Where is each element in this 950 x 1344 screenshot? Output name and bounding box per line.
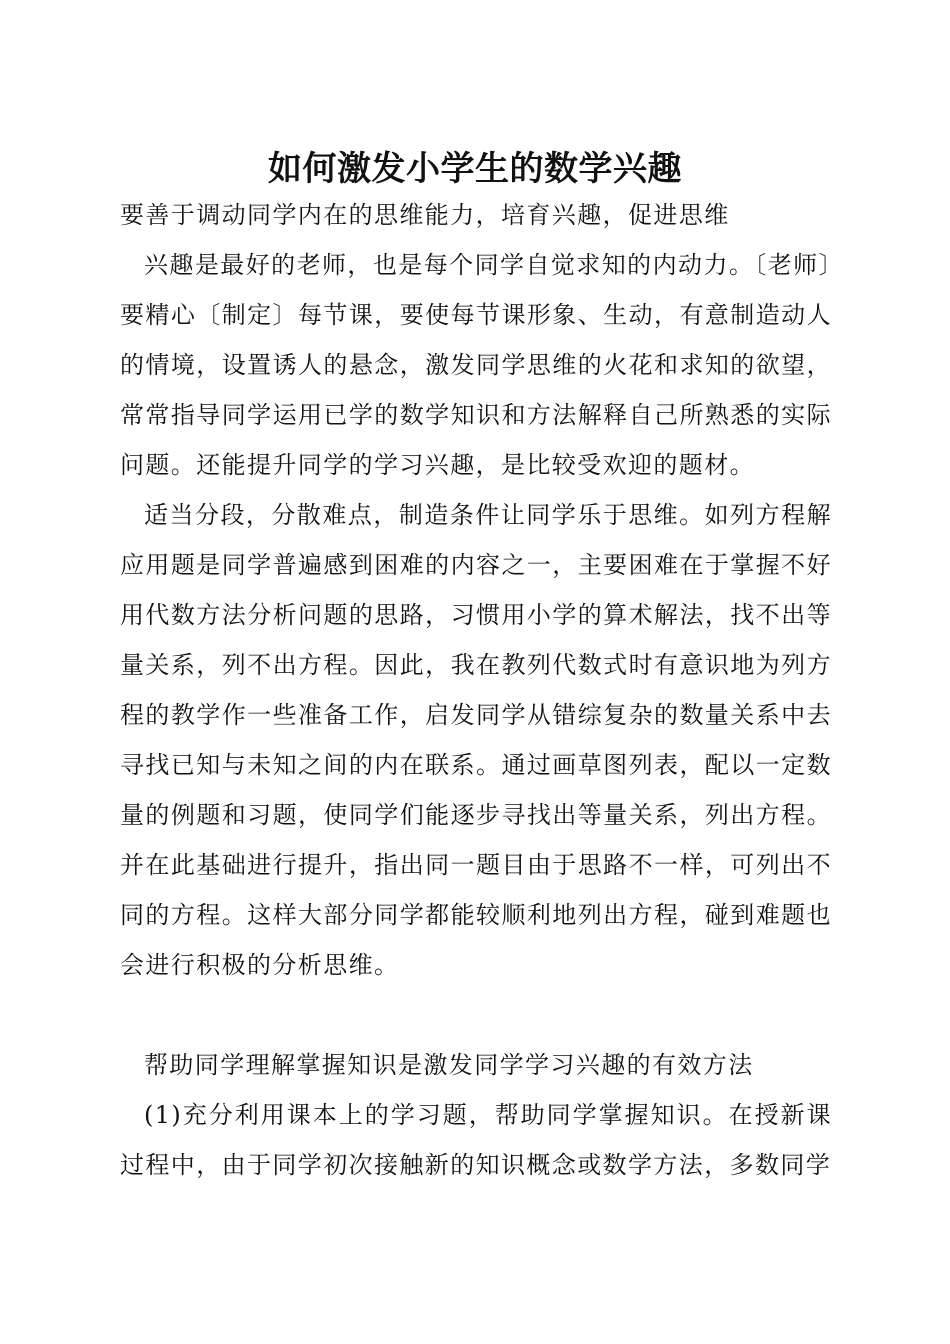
section-heading: 帮助同学理解掌握知识是激发同学学习兴趣的有效方法: [144, 1051, 754, 1079]
paragraph: (1)充分利用课本上的学习题，帮助同学掌握知识。在授新课过程中，由于同学初次接触新的知识概念或数学方法，多数同学: [120, 1101, 832, 1179]
paragraph: 适当分段，分散难点，制造条件让同学乐于思维。如列方程解应用题是同学普遍感到困难的内容之一，主要困难在于掌握不好用代数方法分析问题的思路，习惯用小学的算术解法，找不出等量关系，列不出方程。因此，我在教列代数式时有意识地为列方程的教学作一些准备工作，启发同学从错综复杂的数量关系中去寻找已知与未知之间的内在联系。通过画草图列表，配以一定数量的例题和习题，使同学们能逐步寻找出等量关系，列出方程。并在此基础进行提升，指出同一题目由于思路不一样，可列出不同的方程。这样大部分同学都能较顺利地列出方程，碰到难题也会进行积极的分析思维。: [120, 501, 832, 979]
section-heading: 要善于调动同学内在的思维能力，培育兴趣，促进思维: [120, 201, 730, 229]
document-title: 如何激发小学生的数学兴趣: [268, 149, 682, 189]
paragraph: 兴趣是最好的老师，也是每个同学自觉求知的内动力。〔老师〕要精心〔制定〕每节课，要使每节课形象、生动，有意制造动人的情境，设置诱人的悬念，激发同学思维的火花和求知的欲望，常常指导同学运用已学的数学知识和方法解释自己所熟悉的实际问题。还能提升同学的学习兴趣，是比较受欢迎的题材。: [120, 251, 832, 479]
paragraph-spacer: [120, 990, 832, 1040]
document-body: [120, 190, 832, 1190]
